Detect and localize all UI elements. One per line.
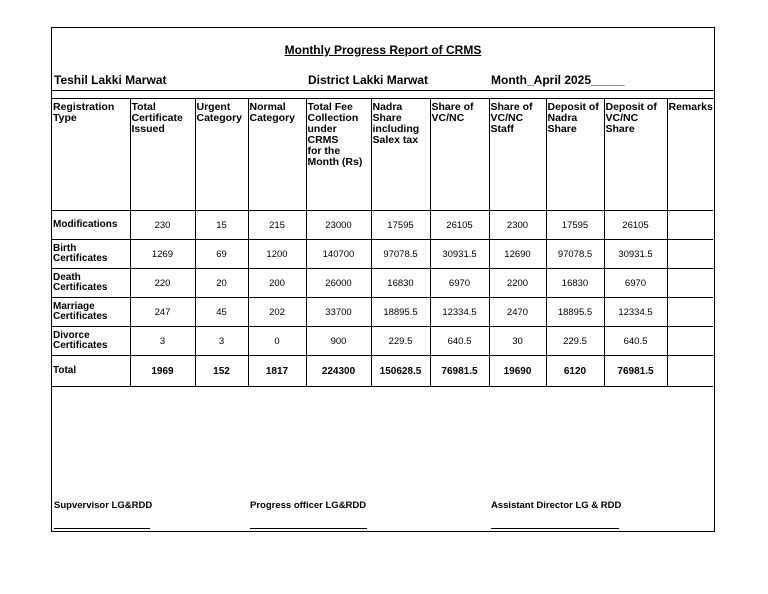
column-header-line: Urgent	[196, 101, 231, 113]
table-cell: 17595	[546, 211, 604, 240]
table-cell	[667, 269, 713, 298]
table-row	[52, 211, 713, 240]
table-cell: 15	[195, 211, 248, 240]
tehsil-label: Teshil Lakki Marwat	[54, 73, 167, 87]
column-header	[546, 99, 604, 211]
total-cell: 152	[195, 356, 248, 387]
table-header-row	[52, 99, 713, 211]
registration-type-cell	[52, 327, 130, 356]
column-header	[489, 99, 546, 211]
table-cell: 6970	[604, 269, 667, 298]
registration-type-line: Certificates	[53, 311, 108, 322]
table-cell: 1269	[130, 240, 195, 269]
total-cell: 1817	[248, 356, 306, 387]
column-header	[667, 99, 713, 211]
column-header-line: Deposit of	[547, 101, 599, 113]
column-header-line: Share	[547, 123, 577, 135]
column-header	[130, 99, 195, 211]
table-cell: 3	[195, 327, 248, 356]
assistant-director-signature-label: Assistant Director LG & RDD	[491, 500, 622, 511]
table-cell: 30	[489, 327, 546, 356]
column-header	[430, 99, 489, 211]
column-header-line: Month (Rs)	[307, 156, 363, 168]
table-cell: 2470	[489, 298, 546, 327]
total-cell: 76981.5	[430, 356, 489, 387]
table-cell: 17595	[371, 211, 430, 240]
column-header-line: Registration	[53, 101, 115, 113]
column-header	[248, 99, 306, 211]
column-header	[306, 99, 371, 211]
column-header-line: Type	[53, 112, 77, 124]
table-row	[52, 327, 713, 356]
total-cell: 6120	[546, 356, 604, 387]
table-cell: 97078.5	[371, 240, 430, 269]
table-cell: 33700	[306, 298, 371, 327]
table-cell	[667, 240, 713, 269]
registration-type-cell	[52, 211, 130, 240]
column-header-line: Category	[249, 112, 296, 124]
table-cell: 23000	[306, 211, 371, 240]
registration-type-cell	[52, 298, 130, 327]
column-header	[195, 99, 248, 211]
table-cell: 2200	[489, 269, 546, 298]
table-row	[52, 240, 713, 269]
table-cell: 200	[248, 269, 306, 298]
total-cell: 150628.5	[371, 356, 430, 387]
table-cell: 26105	[604, 211, 667, 240]
column-header	[371, 99, 430, 211]
table-cell: 18895.5	[371, 298, 430, 327]
column-header-line: VC/NC	[431, 112, 465, 124]
total-cell	[667, 356, 713, 387]
table-cell: 45	[195, 298, 248, 327]
table-cell: 18895.5	[546, 298, 604, 327]
registration-type-cell	[52, 269, 130, 298]
column-header-line: VC/NC	[605, 112, 639, 124]
column-header-line: including	[372, 123, 420, 135]
total-row	[52, 356, 713, 387]
table-row	[52, 298, 713, 327]
table-cell: 0	[248, 327, 306, 356]
column-header	[604, 99, 667, 211]
registration-type-cell	[52, 240, 130, 269]
table-cell: 16830	[546, 269, 604, 298]
table-cell: 640.5	[430, 327, 489, 356]
column-header-line: Total Fee	[307, 101, 353, 113]
report-sheet	[51, 27, 715, 532]
supervisor-signature-label: Supvervisor LG&RDD	[54, 500, 153, 511]
registration-type-line: Certificates	[53, 340, 108, 351]
column-header-line: for the	[307, 145, 341, 157]
table-cell: 30931.5	[430, 240, 489, 269]
table-cell: 20	[195, 269, 248, 298]
registration-type-line: Marriage	[53, 301, 95, 312]
total-cell: 19690	[489, 356, 546, 387]
registration-type-line: Certificates	[53, 282, 108, 293]
district-label: District Lakki Marwat	[308, 73, 429, 87]
column-header-line: Share of	[490, 101, 533, 113]
table-cell: 16830	[371, 269, 430, 298]
total-label: Total	[52, 356, 130, 387]
signature-line	[491, 528, 619, 529]
table-cell: 1200	[248, 240, 306, 269]
column-header-line: Certificate	[131, 112, 183, 124]
table-cell: 220	[130, 269, 195, 298]
column-header-line: Issued	[131, 123, 165, 135]
report-table	[52, 98, 713, 387]
table-cell: 140700	[306, 240, 371, 269]
column-header-line: Share	[605, 123, 635, 135]
column-header-line: Deposit of	[605, 101, 657, 113]
table-cell	[667, 327, 713, 356]
table-cell: 12334.5	[430, 298, 489, 327]
column-header-line: Staff	[490, 123, 514, 135]
table-cell	[667, 211, 713, 240]
table-cell: 230	[130, 211, 195, 240]
signature-line	[250, 528, 367, 529]
column-header-line: Nadra	[547, 112, 578, 124]
report-title: Monthly Progress Report of CRMS	[284, 43, 482, 57]
header-rule	[52, 90, 714, 91]
table-cell: 26000	[306, 269, 371, 298]
column-header-line: Collection	[307, 112, 359, 124]
table-row	[52, 269, 713, 298]
registration-type-line: Death	[53, 272, 81, 283]
signature-line	[54, 528, 150, 529]
total-cell: 1969	[130, 356, 195, 387]
table-cell: 97078.5	[546, 240, 604, 269]
column-header-line: Salex tax	[372, 134, 419, 146]
column-header-line: Share	[372, 112, 402, 124]
table-cell: 12690	[489, 240, 546, 269]
table-cell: 640.5	[604, 327, 667, 356]
column-header-line: VC/NC	[490, 112, 524, 124]
column-header-line: Category	[196, 112, 243, 124]
column-header-line: Normal	[249, 101, 286, 113]
table-cell: 247	[130, 298, 195, 327]
table-cell: 6970	[430, 269, 489, 298]
table-cell: 3	[130, 327, 195, 356]
registration-type-line: Divorce	[53, 330, 90, 341]
table-cell: 12334.5	[604, 298, 667, 327]
table-cell: 229.5	[371, 327, 430, 356]
month-label: Month_April 2025_____	[491, 73, 625, 87]
table-cell: 229.5	[546, 327, 604, 356]
progress-officer-signature-label: Progress officer LG&RDD	[250, 500, 367, 511]
table-cell: 215	[248, 211, 306, 240]
registration-type-line: Modifications	[53, 219, 118, 230]
table-cell: 69	[195, 240, 248, 269]
column-header-line: Remarks	[668, 101, 713, 113]
column-header-line: Total	[131, 101, 156, 113]
table-cell: 900	[306, 327, 371, 356]
column-header-line: Share of	[431, 101, 474, 113]
table-cell: 2300	[489, 211, 546, 240]
column-header	[52, 99, 130, 211]
total-cell: 224300	[306, 356, 371, 387]
table-cell: 30931.5	[604, 240, 667, 269]
table-cell	[667, 298, 713, 327]
column-header-line: Nadra	[372, 101, 403, 113]
registration-type-line: Birth Certificates	[53, 243, 108, 264]
column-header-line: under CRMS	[307, 123, 339, 146]
table-cell: 202	[248, 298, 306, 327]
table-cell: 26105	[430, 211, 489, 240]
total-cell: 76981.5	[604, 356, 667, 387]
